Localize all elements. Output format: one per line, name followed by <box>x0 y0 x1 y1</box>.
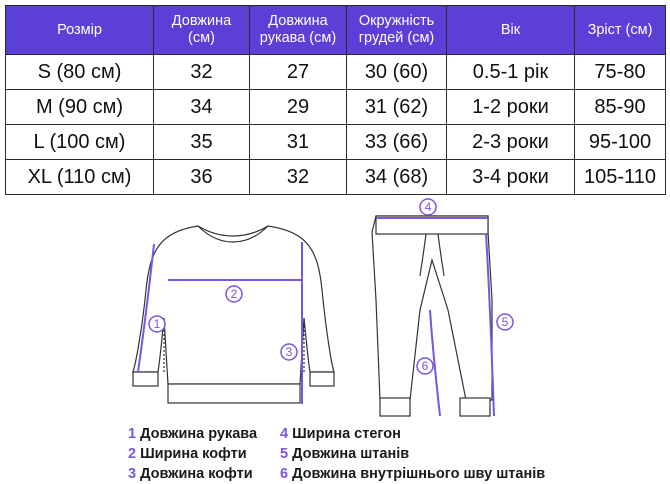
marker-6-label: 6 <box>421 359 429 373</box>
legend-text: Довжина штанів <box>292 446 410 462</box>
legend-item <box>128 464 257 484</box>
cell-size: XL (110 см) <box>6 160 154 195</box>
marker-3 <box>281 344 297 360</box>
table-row <box>6 90 666 125</box>
legend-text: Ширина кофти <box>140 446 247 462</box>
header-chest: Окружність грудей (см) <box>347 6 447 55</box>
cell-size: L (100 см) <box>6 125 154 160</box>
garment-measurement-illustration <box>0 195 670 423</box>
legend-number: 5 <box>280 446 289 462</box>
legend-text: Довжина рукава <box>140 426 258 442</box>
legend-text: Довжина кофти <box>140 466 253 482</box>
table-row <box>6 55 666 90</box>
legend-pants <box>280 424 545 484</box>
cell-age: 3-4 роки <box>447 160 575 195</box>
marker-2 <box>226 286 242 302</box>
cell-length: 34 <box>154 90 250 125</box>
cell-age: 2-3 роки <box>447 125 575 160</box>
cell-size: M (90 см) <box>6 90 154 125</box>
cell-chest: 33 (66) <box>347 125 447 160</box>
table-header-row <box>6 6 666 55</box>
legend-text: Довжина внутрішнього шву штанів <box>292 466 546 482</box>
marker-2-label: 2 <box>230 287 238 301</box>
header-height: Зріст (см) <box>575 6 666 55</box>
cell-length: 35 <box>154 125 250 160</box>
cell-age: 1-2 роки <box>447 90 575 125</box>
cell-sleeve: 29 <box>250 90 347 125</box>
pants-outline <box>372 216 492 416</box>
table-row <box>6 160 666 195</box>
legend-number: 4 <box>280 426 289 442</box>
legend-number: 2 <box>128 446 137 462</box>
marker-6 <box>417 358 433 374</box>
cell-age: 0.5-1 рік <box>447 55 575 90</box>
cell-height: 105-110 <box>575 160 666 195</box>
cell-size: S (80 см) <box>6 55 154 90</box>
cell-height: 95-100 <box>575 125 666 160</box>
legend-text: Ширина стегон <box>292 426 401 442</box>
sweatshirt-outline <box>133 226 334 403</box>
legend-number: 6 <box>280 466 289 482</box>
marker-1 <box>149 316 165 332</box>
header-age: Вік <box>447 6 575 55</box>
legend-number: 3 <box>128 466 137 482</box>
legend-item <box>128 424 257 444</box>
header-sleeve-length: Довжина рукава (см) <box>250 6 347 55</box>
legend-item <box>280 464 545 484</box>
cell-sleeve: 32 <box>250 160 347 195</box>
cell-height: 75-80 <box>575 55 666 90</box>
cell-sleeve: 31 <box>250 125 347 160</box>
legend-item <box>128 444 257 464</box>
size-chart-table <box>5 5 666 195</box>
header-size: Розмір <box>6 6 154 55</box>
cell-length: 36 <box>154 160 250 195</box>
legend-item <box>280 444 545 464</box>
legend-sweatshirt <box>128 424 257 484</box>
table-row <box>6 125 666 160</box>
marker-5-label: 5 <box>501 315 509 329</box>
cell-chest: 31 (62) <box>347 90 447 125</box>
cell-sleeve: 27 <box>250 55 347 90</box>
header-length: Довжина (см) <box>154 6 250 55</box>
marker-3-label: 3 <box>285 345 293 359</box>
legend-item <box>280 424 545 444</box>
legend-number: 1 <box>128 426 137 442</box>
marker-4-label: 4 <box>424 200 432 214</box>
marker-1-label: 1 <box>153 317 161 331</box>
cell-chest: 34 (68) <box>347 160 447 195</box>
cell-height: 85-90 <box>575 90 666 125</box>
marker-4 <box>420 199 436 215</box>
marker-5 <box>497 314 513 330</box>
cell-length: 32 <box>154 55 250 90</box>
cell-chest: 30 (60) <box>347 55 447 90</box>
